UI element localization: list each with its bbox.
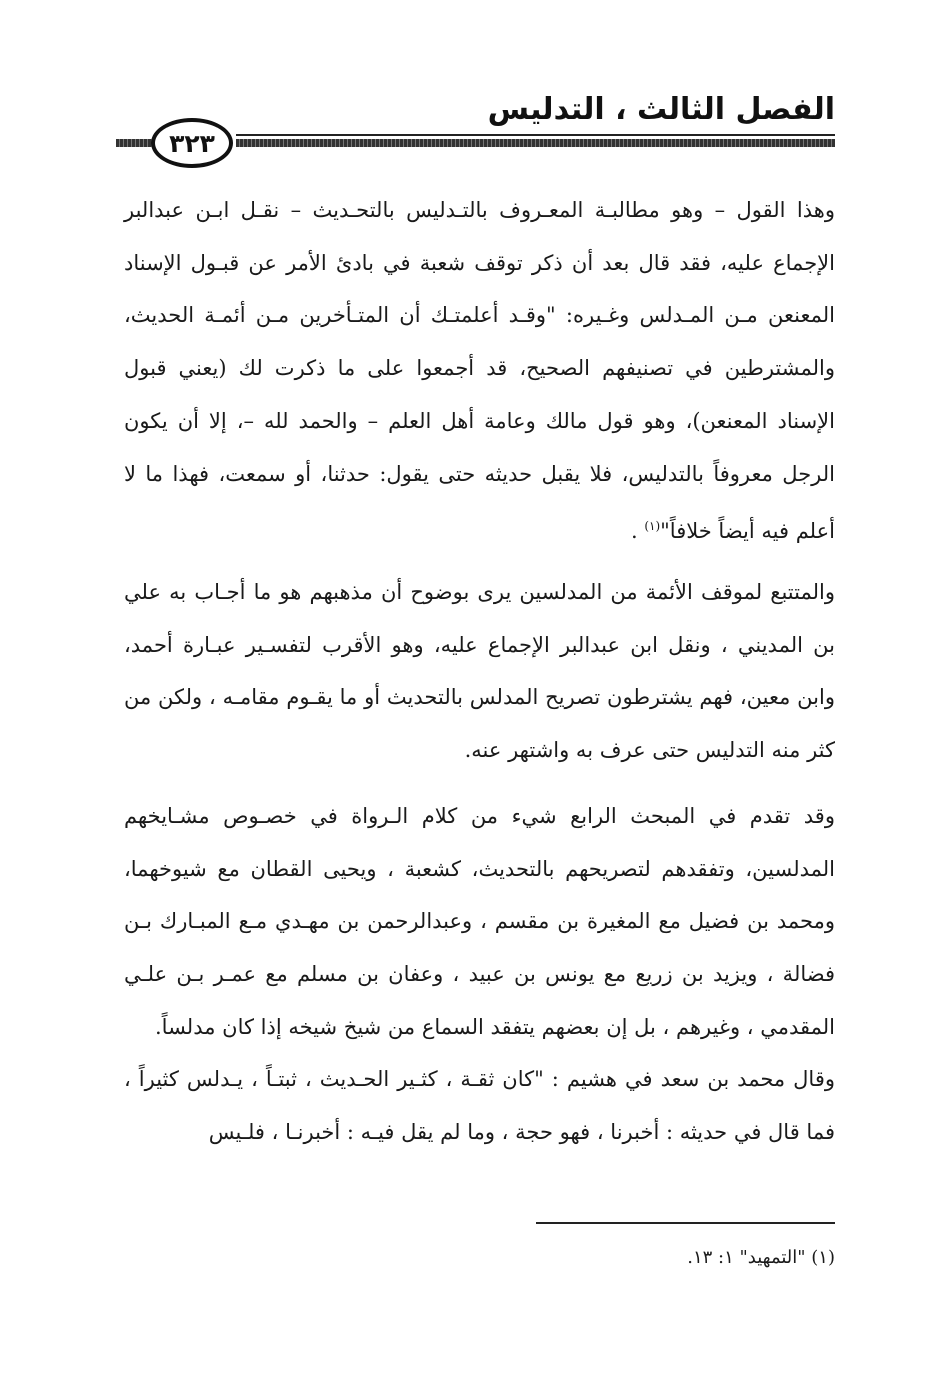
footnote: (١) "التمهيد" ١: ١٣. <box>687 1247 835 1268</box>
paragraph-2: والمتتبع لموقف الأئمة من المدلسين يرى بوضوح أن مذهبهم هو ما أجـاب به علي بن المديني ، ونقل ابن عبدالبر الإجماع عليه، وهو الأقرب لتفسـير عبـارة أحمد، وابن معين، فهم يشترطون تصريح المدلس بالتحديث أو ما يقـوم مقامـه ، ولكن من كثر منه التدليس حتى عرف به واشتهر عنه. <box>124 580 835 763</box>
header-rule-thin <box>236 134 835 136</box>
paragraph-1-end: . <box>630 519 645 544</box>
header-rule-left <box>116 139 152 147</box>
paragraph-4: وقال محمد بن سعد في هشيم : "كان ثقـة ، كثـير الحـديث ، ثبتـاً ، يـدلس كثيراً ، فما قال في حديثه : أخبرنا ، فهو حجة ، وما لم يقل فيـه : أخبرنـا ، فلـيس <box>124 1067 835 1144</box>
page-number: ٣٢٣ <box>151 118 233 168</box>
chapter-title: الفصل الثالث ، التدليس <box>487 92 835 127</box>
paragraph-3: وقد تقدم في المبحث الرابع شيء من كلام الـرواة في خصـوص مشـايخهم المدلسين، وتفقدهم لتصريحهم بالتحديث، كشعبة ، ويحيى القطان مع شيوخهما، ومحمد بن فضيل مع المغيرة بن مقسم ، وعبدالرحمن بن مهـدي مـع المبـارك بـن فضالة ، ويزيد بن زريع مع يونس بن عبيد ، وعفان بن مسلم مع عمـر بـن علـي المقدمي ، وغيرهم ، بل إن بعضهم يتفقد السماع من شيخ شيخه إذا كان مدلساً. <box>124 804 835 1039</box>
paragraph-1-text: وهذا القول – وهو مطالبـة المعـروف بالتـدليس بالتحـديث – نقـل ابـن عبدالبر الإجماع عليه، فقد قال بعد أن ذكر توقف شعبة في بادئ الأمر عن قبـول الإسناد المعنعن مـن المـدلس وغـيره: "وقـد أعلمتـك أن المتـأخرين مـن أئمـة الحديث، والمشترطين في تصنيفهم الصحيح، قد أجمعوا على ما ذكرت لك (يعني قبول الإسناد المعنعن)، وهو قول مالك وعامة أهل العلم – والحمد لله –، إلا أن يكون الرجل معروفاً بالتدليس، فلا يقبل حديثه حتى يقول: حدثنا، أو سمعت، فهذا ما لا أعلم فيه أيضاً خلافاً" <box>124 198 835 544</box>
paragraph-1 <box>124 184 835 558</box>
footnote-separator <box>536 1222 835 1224</box>
footnote-reference[interactable]: (١) <box>644 519 661 534</box>
header-rule-thick <box>236 139 835 147</box>
